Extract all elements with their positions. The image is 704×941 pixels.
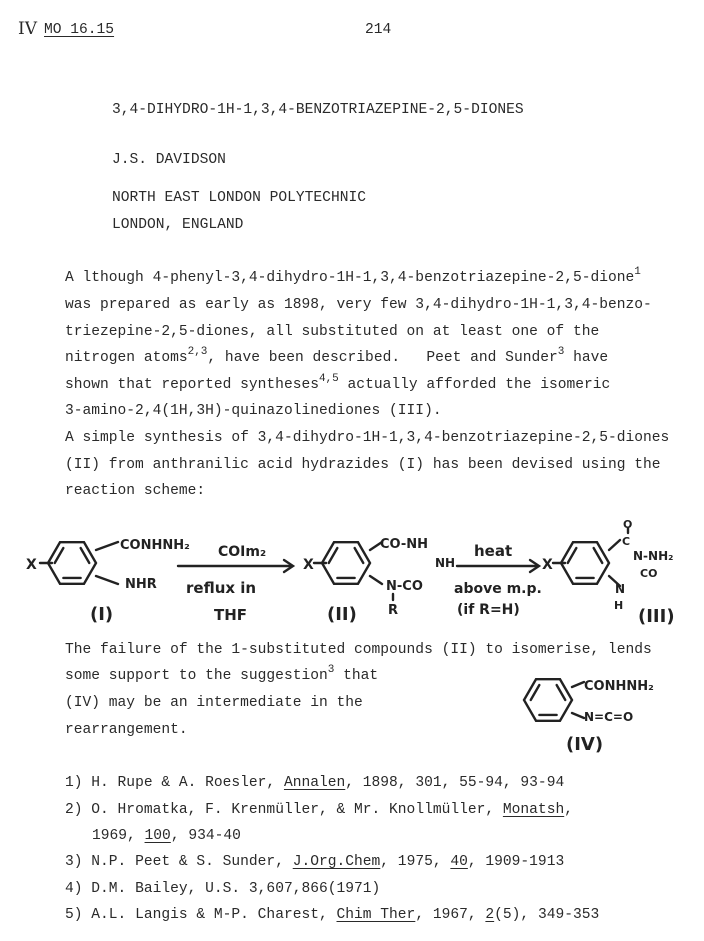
substituent-x: X	[542, 557, 553, 573]
reference-item: 2) O. Hromatka, F. Krenmüller, & Mr. Knollmüller, Monatsh,	[65, 802, 573, 818]
text: , have been described. Peet and Sunder	[207, 350, 558, 366]
page-number: 214	[365, 22, 392, 38]
citation: 3	[327, 664, 335, 676]
benzene-ring-i	[48, 542, 96, 584]
journal-name: Chim Ther	[336, 907, 416, 923]
label: N	[615, 582, 626, 596]
condition: reflux in	[186, 579, 257, 597]
text: actually afforded the isomeric	[338, 377, 611, 393]
paper-title: 3,4-DIHYDRO-1H-1,3,4-BENZOTRIAZEPINE-2,5-DIONES	[112, 102, 524, 118]
journal-name: Monatsh	[502, 802, 565, 818]
reagent: COIm₂	[218, 544, 267, 560]
compound-label-ii: (II)	[327, 604, 357, 625]
benzene-ring-iv	[524, 679, 572, 721]
text: nitrogen atoms	[65, 350, 188, 366]
text: that	[334, 668, 379, 684]
reference-item: 1) H. Rupe & A. Roesler, Annalen, 1898, 301, 55-94, 93-94	[65, 775, 565, 791]
text: rearrangement.	[65, 722, 188, 738]
compound-label-i: (I)	[90, 604, 114, 625]
label: NH	[435, 556, 456, 570]
label: N=C=O	[584, 710, 634, 724]
text: shown that reported syntheses	[65, 377, 319, 393]
condition: (if R=H)	[457, 602, 520, 618]
label: CO	[640, 567, 658, 580]
label: CONHNH₂	[584, 679, 654, 694]
label: C	[622, 535, 631, 548]
substituent-x: X	[303, 557, 314, 573]
journal-name: Annalen	[283, 775, 346, 791]
condition: THF	[214, 606, 248, 624]
text: 3-amino-2,4(1H,3H)-quinazolinediones (III).	[65, 403, 442, 419]
text: was prepared as early as 1898, very few 3,4-dihydro-1H-1,3,4-benzo-	[65, 297, 652, 313]
reference-item: 3) N.P. Peet & S. Sunder, J.Org.Chem, 1975, 40, 1909-1913	[65, 854, 565, 870]
citation: 1	[634, 266, 641, 278]
citation: 3	[557, 346, 565, 358]
affiliation-line: LONDON, ENGLAND	[112, 217, 244, 233]
label: CO-NH	[380, 537, 428, 552]
reference-item: 5) A.L. Langis & M-P. Charest, Chim Ther, 1967, 2(5), 349-353	[65, 907, 600, 923]
citation: 2,3	[187, 346, 208, 358]
label: H	[614, 599, 624, 612]
compound-label-iv: (IV)	[566, 734, 604, 755]
text: A lthough 4-phenyl-3,4-dihydro-1H-1,3,4-benzotriazepine-2,5-dione	[65, 270, 635, 286]
label: R	[388, 603, 399, 618]
substituent-x: X	[26, 557, 37, 573]
affiliation-line: NORTH EAST LONDON POLYTECHNIC	[112, 190, 366, 206]
volume-number: IV	[18, 19, 37, 39]
reference-item: 4) D.M. Bailey, U.S. 3,607,866(1971)	[65, 881, 381, 897]
text: The failure of the 1-substituted compounds (II) to isomerise, lends	[65, 642, 652, 658]
condition: above m.p.	[454, 581, 542, 597]
text: some support to the suggestion	[65, 668, 328, 684]
compound-label-iii: (III)	[638, 606, 675, 627]
label: N-NH₂	[633, 549, 674, 563]
label: NHR	[125, 577, 157, 592]
journal-name: J.Org.Chem	[292, 854, 381, 870]
label: CONHNH₂	[120, 538, 190, 553]
text: (II) from anthranilic acid hydrazides (I) has been devised using the	[65, 457, 661, 473]
label: N-CO	[386, 579, 423, 594]
text: triezepine-2,5-diones, all substituted on at least one of the	[65, 324, 600, 340]
text: reaction scheme:	[65, 483, 206, 499]
paper-code: MO 16.15	[44, 22, 115, 38]
benzene-ring-iii	[561, 542, 609, 584]
reference-continuation: 1969, 100, 934-40	[92, 828, 241, 844]
benzene-ring-ii	[322, 542, 370, 584]
text: A simple synthesis of 3,4-dihydro-1H-1,3,4-benzotriazepine-2,5-diones	[65, 430, 670, 446]
text: have	[564, 350, 609, 366]
text: (IV) may be an intermediate in the	[65, 695, 363, 711]
author: J.S. DAVIDSON	[112, 152, 226, 168]
condition: heat	[474, 542, 513, 560]
label: O	[623, 518, 633, 531]
citation: 4,5	[318, 373, 339, 385]
